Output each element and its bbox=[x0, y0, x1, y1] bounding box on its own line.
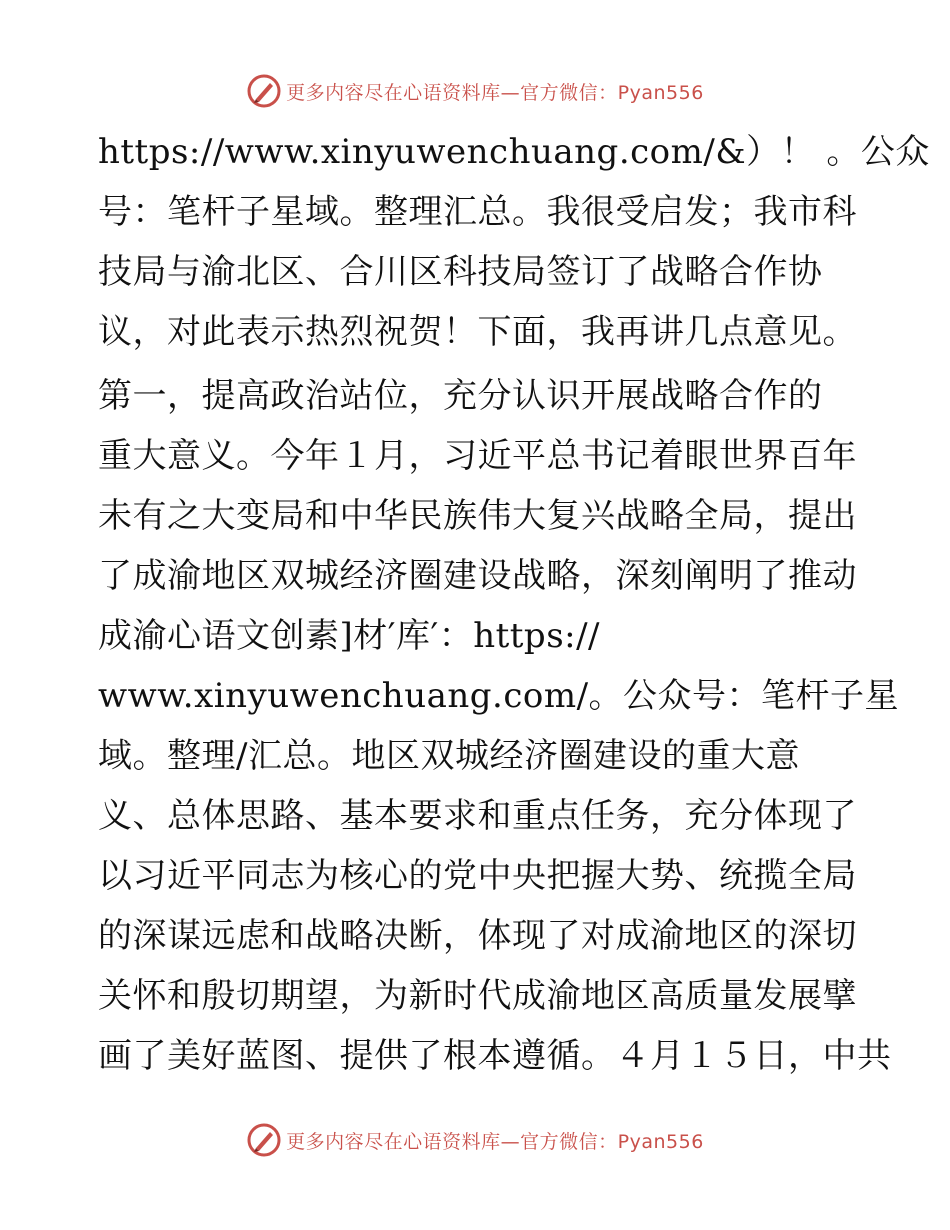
footer-banner-text: 更多内容尽在心语资料库—官方微信：Pyan556 bbox=[286, 1130, 704, 1153]
body-line: 重大意义。今年１月，习近平总书记着眼世界百年 bbox=[98, 436, 857, 476]
body-line: 画了美好蓝图、提供了根本遵循。４月１５日，中共 bbox=[98, 1036, 892, 1076]
body-line: 了成渝地区双城经济圈建设战略，深刻阐明了推动 bbox=[98, 556, 857, 596]
body-line: 技局与渝北区、合川区科技局签订了战略合作协 bbox=[98, 252, 823, 292]
body-line: 第一，提高政治站位，充分认识开展战略合作的 bbox=[98, 376, 823, 416]
body-line: 以习近平同志为核心的党中央把握大势、统揽全局 bbox=[98, 856, 857, 896]
document-body bbox=[98, 122, 930, 1086]
header-banner bbox=[0, 71, 950, 111]
body-line: 成渝心语文创素]材′库′：https:// bbox=[98, 616, 601, 656]
body-line: 域。整理/汇总。地区双城经济圈建设的重大意 bbox=[98, 736, 800, 776]
body-line: 未有之大变局和中华民族伟大复兴战略全局，提出 bbox=[98, 496, 857, 536]
body-line: https://www.xinyuwenchuang.com/&）！ 。公众 bbox=[98, 132, 930, 172]
pen-logo-icon bbox=[246, 73, 282, 109]
body-line: 关怀和殷切期望，为新时代成渝地区高质量发展擘 bbox=[98, 976, 857, 1016]
pen-logo-icon bbox=[246, 1122, 282, 1158]
body-line: www.xinyuwenchuang.com/。公众号：笔杆子星 bbox=[98, 676, 900, 716]
footer-banner bbox=[0, 1120, 950, 1160]
body-line: 义、总体思路、基本要求和重点任务，充分体现了 bbox=[98, 796, 857, 836]
header-banner-text: 更多内容尽在心语资料库—官方微信：Pyan556 bbox=[286, 81, 704, 104]
body-line: 的深谋远虑和战略决断，体现了对成渝地区的深切 bbox=[98, 916, 857, 956]
body-line: 议，对此表示热烈祝贺！下面，我再讲几点意见。 bbox=[98, 312, 857, 352]
body-line: 号：笔杆子星域。整理汇总。我很受启发；我市科 bbox=[98, 192, 857, 232]
